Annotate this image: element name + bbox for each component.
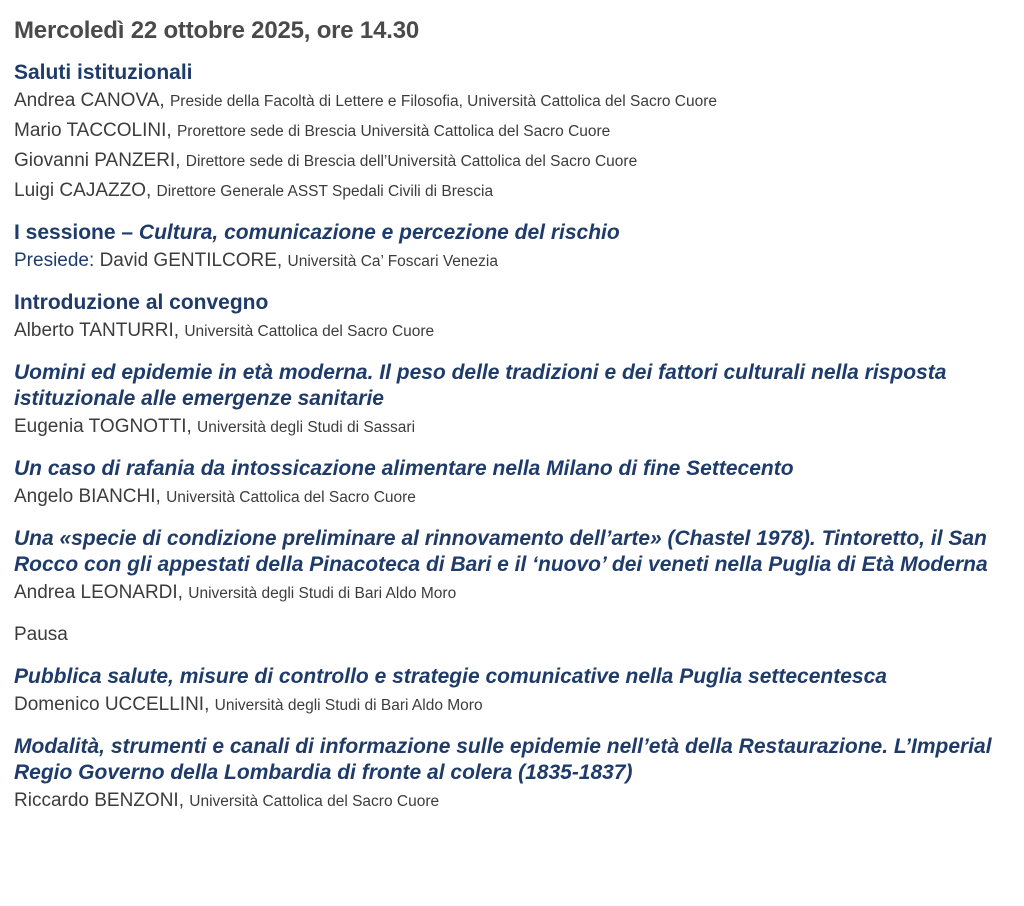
speaker-line [14,786,1010,816]
talk-item [14,360,1010,442]
speaker-name: Angelo BIANCHI, [14,486,161,507]
talk-title: Un caso di rafania da intossicazione alimentare nella Milano di fine Settecento [14,457,794,480]
speaker-affiliation: Direttore Generale ASST Spedali Civili di Brescia [156,183,494,200]
session-label: I sessione – [14,221,139,244]
speaker-name: Giovanni PANZERI, [14,150,181,171]
speaker-name: Alberto TANTURRI, [14,320,180,341]
speaker-affiliation: Università degli Studi di Bari Aldo Moro [214,697,483,714]
talk-item [14,290,1010,346]
break-label: Pausa [14,624,68,645]
speaker-line [14,86,1010,116]
speaker-affiliation: Università Cattolica del Sacro Cuore [184,323,435,340]
speaker-line [14,412,1010,442]
saluti-block [14,60,1010,206]
session-title [14,220,1010,246]
speaker-name: Andrea LEONARDI, [14,582,183,603]
speaker-line [14,690,1010,720]
talk-title: Modalità, strumenti e canali di informazione sulle epidemie nell’età della Restaurazione. L’Imperial Regio Governo della Lombardia di fronte al colera (1835-1837) [14,735,992,784]
speaker-line [14,116,1010,146]
speaker-affiliation: Preside della Facoltà di Lettere e Filosofia, Università Cattolica del Sacro Cuore [169,93,718,110]
speaker-line [14,146,1010,176]
speaker-name: Luigi CAJAZZO, [14,180,152,201]
speaker-affiliation: Università Cattolica del Sacro Cuore [166,489,416,506]
speaker-line [14,316,1010,346]
speaker-name: Domenico UCCELLINI, [14,694,210,715]
speaker-line [14,176,1010,206]
speaker-affiliation: Prorettore sede di Brescia Università Cattolica del Sacro Cuore [176,123,611,140]
speaker-line [14,578,1010,608]
speaker-name: Mario TACCOLINI, [14,120,172,141]
talk-title: Pubblica salute, misure di controllo e strategie comunicative nella Puglia settecentesca [14,665,887,688]
talk-item [14,664,1010,720]
talk-title: Una «specie di condizione preliminare al rinnovamento dell’arte» (Chastel 1978). Tintoretto, il San Rocco con gli appestati della Pinacoteca di Bari e il ‘nuovo’ dei veneti nella Puglia di Età Moderna [14,527,988,576]
speaker-name: Riccardo BENZONI, [14,790,184,811]
chair-line [14,246,1010,276]
talk-item [14,456,1010,512]
session-theme: Cultura, comunicazione e percezione del rischio [138,221,620,244]
speaker-name: Andrea CANOVA, [14,90,165,111]
speaker-affiliation: Direttore sede di Brescia dell’Università Cattolica del Sacro Cuore [185,153,638,170]
chair-affiliation: Università Ca’ Foscari Venezia [287,253,498,270]
talk-item [14,734,1010,816]
speaker-affiliation: Università Cattolica del Sacro Cuore [189,793,440,810]
speaker-affiliation: Università degli Studi di Sassari [197,419,416,436]
talk-title: Introduzione al convegno [14,291,269,314]
chair-label: Presiede: [14,250,95,271]
session-block [14,220,1010,276]
speaker-name: Eugenia TOGNOTTI, [14,416,192,437]
speaker-affiliation: Università degli Studi di Bari Aldo Moro [188,585,457,602]
speaker-line [14,482,1010,512]
talk-title: Uomini ed epidemie in età moderna. Il peso delle tradizioni e dei fattori culturali nella risposta istituzionale alle emergenze sanitarie [14,361,947,410]
talk-item [14,526,1010,608]
saluti-title: Saluti istituzionali [14,61,193,84]
chair-name: David GENTILCORE, [99,250,283,271]
event-date: Mercoledì 22 ottobre 2025, ore 14.30 [14,17,419,44]
